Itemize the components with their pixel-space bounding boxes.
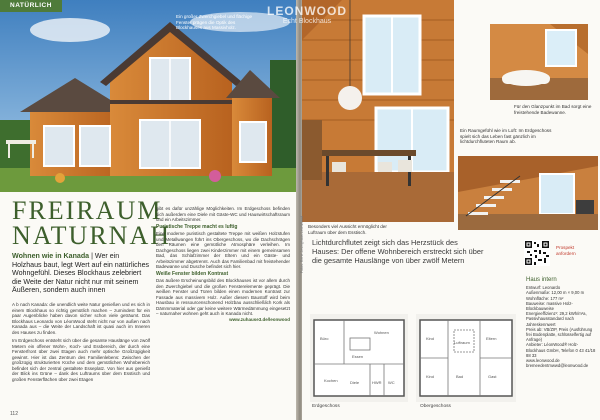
info-title: Haus intern [526, 277, 557, 283]
body-paragraph: Im Erdgeschoss entsteht sich über die gesamte Hauslänge von zwölf Metern ein offener Wohn-, Koch- und Essbereich, der durch eine Fensterfront über zwei Etagen auch mehr optische Großzügigkeit gewinnt. Hier ist das Zentrum des Familienlebens: Zwischen der großzügig strukturierten Küche und dem gemütlichen Wohnbereich befindet sich der zentral gestaltete Esseplatz. Von hier aus genießt der Blick ins Grüne – dank des Luftraums über dem Esstisch und großen Fensterflächen über zwei Etagen [12, 338, 150, 382]
room-label: Eltern [486, 336, 497, 341]
info-box [526, 278, 596, 368]
room-label: Diele [350, 380, 360, 385]
headline [12, 198, 171, 248]
floorplan-upper-label: Obergeschoss [420, 404, 451, 409]
lead-text: | Wer ein Holzhaus baut, legt Wert auf ein natürliches Wohngefühl. Dieses Blockhaus zelebriert die Weite der Natur nicht nur mit seinem Äußeren, sondern auch innen [12, 252, 150, 295]
staircase-photo [458, 156, 598, 230]
loft-photo-caption: Ein Raumgefühl wie im Loft: Im Erdgeschoss spielt sich das Leben fast gänzlich im lichtdurchfluteten Raum ab. [460, 128, 552, 145]
subhead-stairs: Puristische Treppe macht es luftig [156, 223, 238, 230]
body-paragraph: Eine moderne puristisch gestaltete Treppe mit weißen Holzstufen und Metallwangen führt ins Obergeschoss, wo die Dachschrägen den Räumen eine gemütliche Atmosphäre verleihen. Im Dachgeschoss liegen zwei Kinderzimmer mit einem gemeinsamen Bad, das Schlafzimmer der Eltern und ein Gäste- und Arbeitszimmer abgetrennt. Auch das Familienbad mit freistehender Badewanne und Dusche befindet sich hier. [156, 231, 290, 269]
bath-photo-caption: Für den Glanzpunkt im Bad sorgt eine freistehende Badewanne. [514, 104, 592, 115]
dining-illustration [302, 0, 454, 222]
room-label: Essen [352, 354, 364, 359]
body-paragraph: Das äußere Erscheinungsbild des Blockhauses ist vor allem durch den Zwerchgiebel und die großen Fensterelemente geprägt. Die weißen Fenster und Türen bilden einen modernen Kontrast zur Fassade aus massivem Holz. Außer diesem Baustoff wird beim Hausbau in ressourcenschonend Holzbau ausschließlich Kork als Dämmmaterial oder gar keine weitere Wärmedämmung eingesetzt – naturnaher wohnen geht auch in Kanada nicht. [156, 278, 290, 316]
room-label: Bad [456, 374, 464, 379]
web-link[interactable]: www.zuhause3.de/leonwood [229, 316, 290, 322]
qr-code-icon [524, 240, 550, 266]
lead-paragraph [12, 252, 150, 295]
subhead-windows: Weiße Fenster bilden Kontrast [156, 270, 229, 277]
staircase-illustration [458, 156, 598, 230]
right-page [302, 0, 600, 420]
room-label: Kochen [324, 378, 338, 383]
body-column-1 [12, 302, 150, 382]
exterior-photo-caption: Ein großer Zwerchgiebel und flächige Fenster prägen die Optik des Blockhauses aus Massivholz. [176, 14, 253, 31]
info-line: Entwurf: Leonardo [526, 285, 561, 291]
room-label: Kind [426, 336, 435, 341]
info-line: Energieeffizienz¹: 29,2 kWh/m²a, Passivhausstandard nach Jahreskennwert [526, 311, 587, 327]
bath-illustration [490, 24, 588, 100]
lead-bold: Wohnen wie in Kanada [12, 252, 90, 260]
floorplan-ground-label: Erdgeschoss [312, 404, 340, 409]
qr-note-line-2: anfordern [556, 250, 576, 256]
room-label: WC [388, 380, 395, 385]
body-paragraph: gibt es dafür unzählige Möglichkeiten. Im Erdgeschoss befinden sich außerdem eine Diele mit Gäste-WC und Hauswirtschaftsraum und ein Arbeitszimmer. [156, 206, 290, 222]
info-line: Anbieter: LéonWood® Holz-Blockhaus GmbH, Telefon 0 43 41/18 88 33 [526, 342, 596, 358]
room-label: Büro [320, 336, 329, 341]
qr-note [556, 245, 576, 256]
info-line: Wohnfläche: 177 m² [526, 295, 564, 301]
watermark-line-1: LEONWOOD [267, 4, 347, 18]
room-label: Gast [488, 374, 497, 379]
info-line: Preis ab: VB/ZIP, Preis (Ausführung frei Bodenplatte, schlüsselfertig auf Anfrage) [526, 326, 593, 343]
floorplan-ground-drawing [310, 314, 408, 402]
watermark [262, 4, 352, 25]
page-number: 112 [10, 411, 18, 417]
photo-credit: Fotos: Rene Jesinghaus LeonWood [300, 216, 304, 274]
section-tag: NATÜRLICH [0, 0, 62, 12]
qr-code[interactable] [524, 240, 550, 266]
headline-line-1: FREIRAUM [12, 196, 163, 225]
bath-photo [490, 24, 588, 100]
pull-quote: Lichtdurchflutet zeigt sich das Herzstück des Hauses: Der offene Wohnbereich erstreckt sich über die gesamte Hauslänge von über zwölf Metern [312, 238, 484, 265]
body-column-2 [156, 206, 290, 322]
dining-interior-photo [302, 0, 454, 222]
floorplan-upper [416, 314, 516, 402]
headline-line-2: NATURNAH [12, 221, 171, 250]
room-label: HWR [372, 380, 382, 385]
left-page [0, 0, 298, 420]
floorplan-upper-drawing [416, 314, 516, 402]
info-line[interactable]: www.leonwood.de [526, 358, 560, 364]
watermark-line-2: Echt Blockhaus [282, 18, 332, 25]
dining-photo-caption: Besonders viel Aussicht ermöglicht der Luftraum über dem Esstisch. [308, 224, 387, 235]
room-label: Luftraum [454, 340, 470, 345]
floorplan-ground [310, 314, 408, 402]
info-line: Außenmaße: 12,00 m × 9,00 m [526, 290, 585, 296]
info-line: Bauweise: massive Holz-Blockbauweise [526, 300, 573, 312]
qr-note-line-1: Prospekt [556, 245, 575, 250]
body-paragraph: A b nach Kanada: die unendlich weite Natur genießen und es sich in einem Blockhaus so richtig gemütlich machen – zumindest für ein paar Augenblicke haben davon sicher schon viele geträumt. Das Blockhaus Leonardo von LéonWood steht nicht nur von außen nach Kanada aus – die Weite der Landschaft ist quasi auch im Inneren des Hauses zu finden. [12, 302, 150, 335]
room-label: Kind [426, 374, 435, 379]
room-label: Wohnen [374, 330, 389, 335]
info-line[interactable]: bremeedentmwwd@leonwood.de [526, 363, 589, 369]
